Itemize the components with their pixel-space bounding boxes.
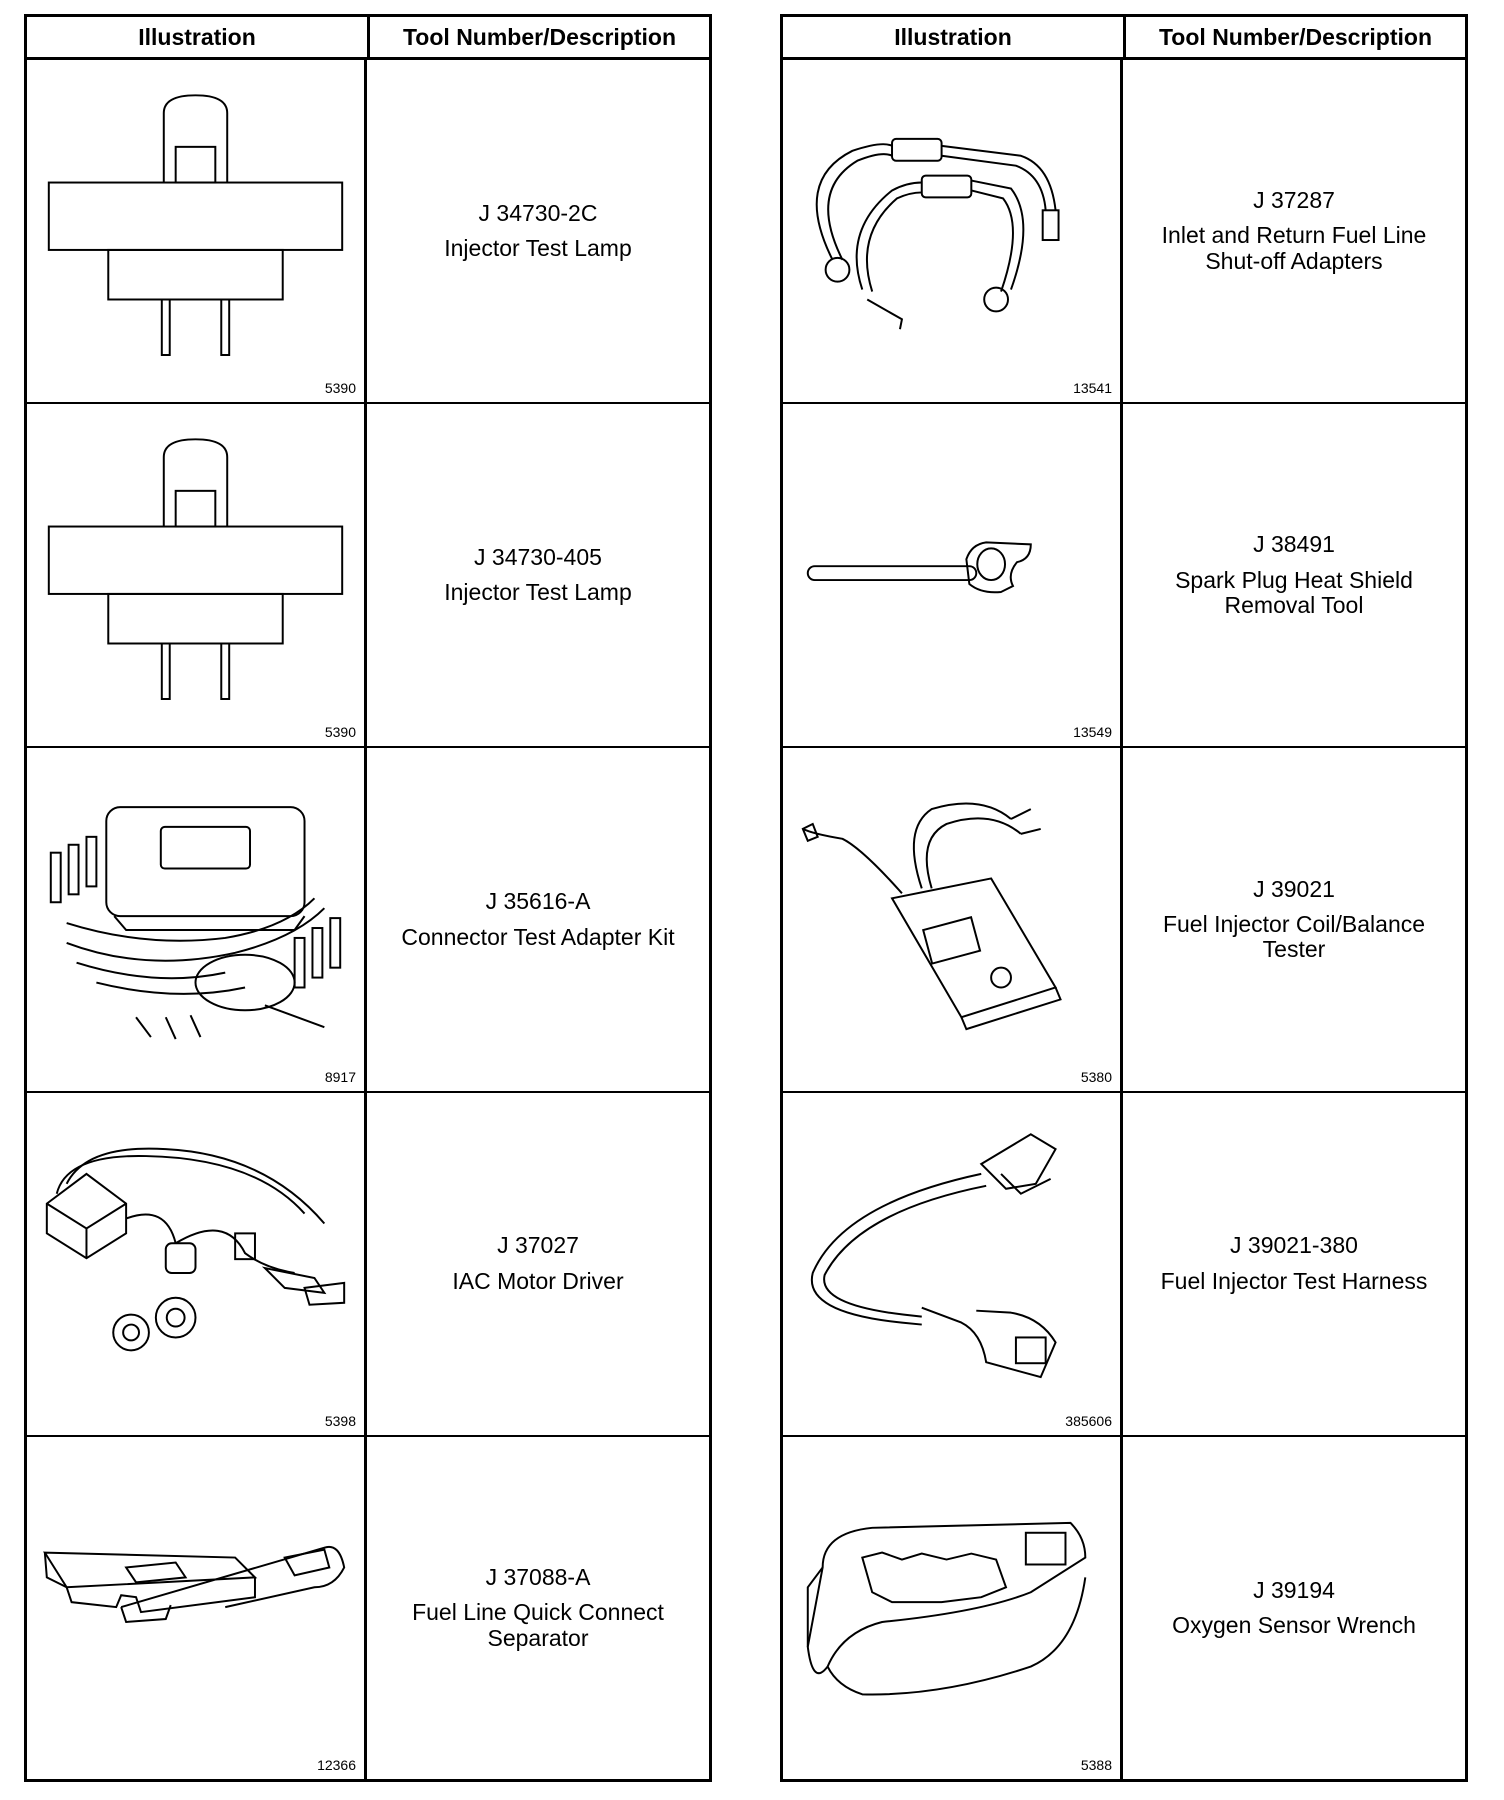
tool-cell <box>1123 1093 1465 1435</box>
tool-cell <box>367 1437 709 1779</box>
illustration-cell <box>783 748 1123 1090</box>
tool-number: J 39194 <box>1253 1576 1335 1603</box>
figure-number: 5390 <box>324 724 356 741</box>
tool-number: J 37088-A <box>485 1563 591 1590</box>
figure-number: 5390 <box>324 380 356 397</box>
table-row <box>783 748 1465 1092</box>
tool-cell <box>367 748 709 1090</box>
illustration-cell <box>783 1093 1123 1435</box>
table-row <box>27 404 709 748</box>
separator-icon <box>27 1437 364 1779</box>
figure-number: 13541 <box>1073 380 1112 397</box>
shutoff-adapters-icon <box>783 60 1120 402</box>
tool-number: J 34730-2C <box>478 199 598 226</box>
tool-header: Tool Number/Description <box>1158 23 1433 50</box>
illustration-cell <box>783 404 1123 746</box>
tool-description: Injector Test Lamp <box>444 579 632 606</box>
test-lamp-icon <box>27 404 364 746</box>
tool-number: J 34730-405 <box>474 544 602 570</box>
tool-description: Inlet and Return Fuel Line Shut-off Adapters <box>1161 222 1427 274</box>
figure-number: 13549 <box>1073 724 1112 741</box>
illustration-cell <box>27 1437 367 1779</box>
heat-shield-tool-icon <box>783 404 1120 746</box>
tool-number: J 39021-380 <box>1230 1232 1358 1259</box>
table-row <box>27 60 709 404</box>
illustration-cell <box>27 404 367 746</box>
table-row <box>27 748 709 1092</box>
illustration-cell <box>783 1437 1123 1779</box>
table-row <box>783 60 1465 404</box>
illustration-header: Illustration <box>27 17 370 57</box>
tool-cell <box>367 60 709 402</box>
illustration-cell <box>783 60 1123 402</box>
table-row <box>27 1093 709 1437</box>
tool-table-left <box>24 14 712 1782</box>
table-header <box>783 17 1465 60</box>
coil-tester-icon <box>783 748 1120 1090</box>
table-row <box>27 1437 709 1779</box>
test-harness-icon <box>783 1093 1120 1435</box>
tool-cell <box>1123 1437 1465 1779</box>
oxygen-wrench-icon <box>783 1437 1120 1779</box>
tool-description: Fuel Injector Coil/Balance Tester <box>1162 910 1426 963</box>
tool-description: IAC Motor Driver <box>452 1267 624 1294</box>
figure-number: 385606 <box>1065 1412 1112 1429</box>
table-row <box>783 1093 1465 1437</box>
tool-header: Tool Number/Description <box>402 23 677 50</box>
tool-number: J 39021 <box>1253 875 1335 902</box>
iac-driver-icon <box>27 1093 364 1435</box>
illustration-cell <box>27 748 367 1090</box>
figure-number: 5388 <box>1080 1757 1112 1774</box>
figure-number: 8917 <box>324 1068 356 1085</box>
table-row <box>783 1437 1465 1779</box>
tool-description: Fuel Injector Test Harness <box>1160 1267 1428 1294</box>
tool-number: J 35616-A <box>485 888 591 915</box>
tool-number: J 38491 <box>1253 531 1335 558</box>
figure-number: 5398 <box>324 1412 356 1429</box>
tool-description: Fuel Line Quick Connect Separator <box>412 1599 664 1651</box>
tool-cell <box>367 1093 709 1435</box>
test-lamp-icon <box>27 60 364 402</box>
tool-description: Oxygen Sensor Wrench <box>1172 1611 1416 1638</box>
tool-cell <box>1123 404 1465 746</box>
tool-description: Connector Test Adapter Kit <box>401 923 675 950</box>
tool-table-right <box>780 14 1468 1782</box>
table-row <box>783 404 1465 748</box>
adapter-kit-icon <box>27 748 364 1090</box>
tool-number: J 37027 <box>497 1232 579 1259</box>
tool-description: Injector Test Lamp <box>444 235 632 262</box>
tool-cell <box>1123 60 1465 402</box>
figure-number: 12366 <box>317 1757 356 1774</box>
table-header <box>27 17 709 60</box>
tool-cell <box>367 404 709 746</box>
tool-number: J 37287 <box>1253 187 1335 214</box>
illustration-header: Illustration <box>783 17 1126 57</box>
illustration-cell <box>27 60 367 402</box>
tool-cell <box>1123 748 1465 1090</box>
figure-number: 5380 <box>1080 1068 1112 1085</box>
illustration-cell <box>27 1093 367 1435</box>
tool-description: Spark Plug Heat Shield Removal Tool <box>1175 566 1413 618</box>
